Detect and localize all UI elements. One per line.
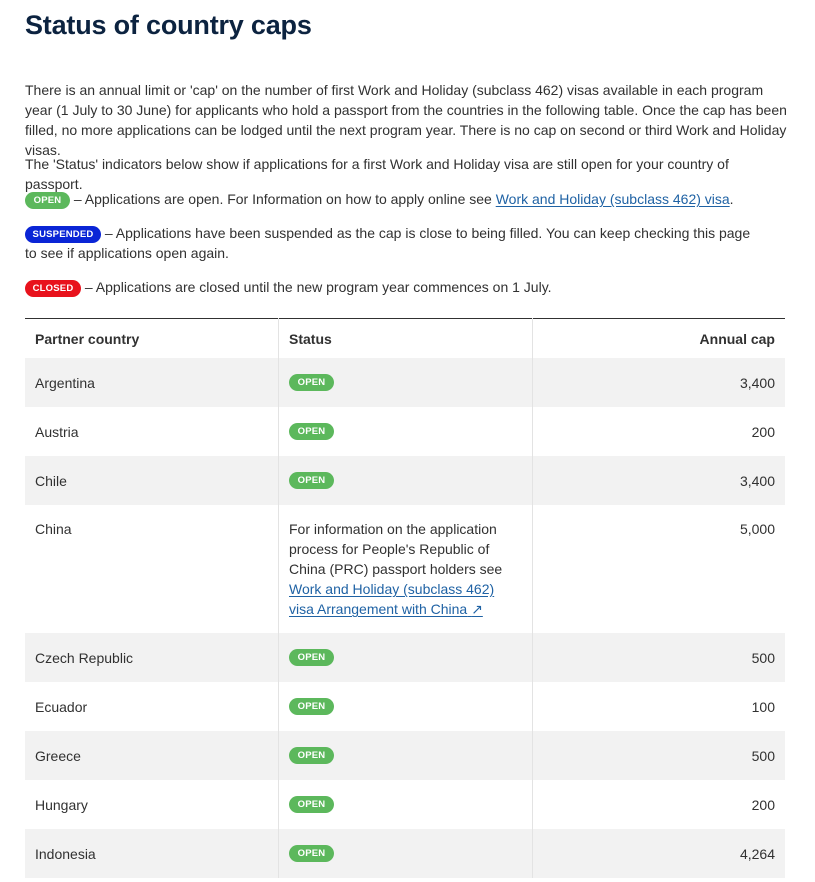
country-cell: Ecuador [35, 698, 88, 715]
country-cell: Argentina [25, 358, 279, 407]
status-cell [279, 358, 533, 407]
open-badge: OPEN [25, 192, 70, 209]
legend-closed-text: – Applications are closed until the new program year commences on 1 July. [81, 279, 552, 295]
legend-open-after: . [729, 191, 734, 207]
work-holiday-visa-link[interactable]: Work and Holiday (subclass 462) visa [495, 191, 730, 207]
country-cell: Greece [25, 731, 279, 780]
header-annual-cap: Annual cap [533, 319, 786, 359]
table-row [25, 358, 785, 407]
open-badge: OPEN [289, 796, 334, 813]
external-link-icon: ↗ [471, 601, 483, 617]
table-row [25, 682, 785, 731]
status-cell [279, 456, 533, 505]
open-badge: OPEN [289, 472, 334, 489]
country-cell: Hungary [35, 796, 88, 813]
open-badge: OPEN [289, 649, 334, 666]
status-cell [279, 633, 533, 682]
country-caps-table [25, 318, 785, 878]
header-status: Status [279, 319, 533, 359]
open-badge: OPEN [289, 374, 334, 391]
cap-cell: 5,000 [533, 505, 786, 633]
open-badge: OPEN [289, 698, 334, 715]
status-cell [279, 407, 533, 456]
legend-open [25, 189, 765, 209]
table-row [25, 407, 785, 456]
legend-closed [25, 277, 765, 297]
status-cell [279, 731, 533, 780]
intro-paragraph: There is an annual limit or 'cap' on the number of first Work and Holiday (subclass 462) visas available in each program year (1 July to 30 June) for applicants who hold a passport from the countries in the following table. Once the cap has been filled, no more applications can be lodged until the next program year. There is no cap on second or third Work and Holiday visas. [25, 82, 787, 158]
china-arrangement-link-text: Work and Holiday (subclass 462) visa Arrangement with China [289, 581, 495, 617]
table-header-row [25, 319, 785, 359]
legend-suspended-text: – Applications have been suspended as the cap is close to being filled. You can keep checking this page to see if applications open again. [25, 225, 751, 261]
cap-cell: 500 [533, 633, 786, 682]
closed-badge: CLOSED [25, 280, 81, 297]
country-cell: Chile [25, 456, 279, 505]
cap-cell: 3,400 [533, 456, 786, 505]
cap-cell: 200 [533, 407, 786, 456]
status-cell [279, 505, 533, 633]
china-status-text [289, 519, 522, 619]
cap-cell: 3,400 [533, 358, 786, 407]
table-row [25, 456, 785, 505]
china-arrangement-link[interactable] [289, 581, 494, 617]
table-row [25, 780, 785, 829]
status-cell [279, 780, 533, 829]
open-badge: OPEN [289, 423, 334, 440]
country-cell: China [35, 521, 72, 537]
status-cell [279, 829, 533, 878]
status-cell [279, 682, 533, 731]
table-row [25, 633, 785, 682]
table-row [25, 731, 785, 780]
status-explanation: The 'Status' indicators below show if applications for a first Work and Holiday visa are still open for your country of passport. [25, 156, 729, 192]
header-partner-country: Partner country [35, 330, 140, 347]
suspended-badge: SUSPENDED [25, 226, 101, 243]
cap-cell: 200 [533, 780, 786, 829]
table-row [25, 829, 785, 878]
country-cell: Czech Republic [25, 633, 279, 682]
page-title: Status of country caps [25, 10, 312, 40]
table-row [25, 505, 785, 633]
open-badge: OPEN [289, 845, 334, 862]
cap-cell: 500 [533, 731, 786, 780]
cap-cell: 4,264 [533, 829, 786, 878]
cap-cell: 100 [533, 682, 786, 731]
country-cell: Indonesia [25, 829, 279, 878]
open-badge: OPEN [289, 747, 334, 764]
legend-suspended [25, 223, 765, 263]
legend-open-text: – Applications are open. For Information on how to apply online see [70, 191, 496, 207]
country-cell: Austria [35, 423, 79, 440]
china-info-text: For information on the application process for People's Republic of China (PRC) passport holders see [289, 521, 503, 577]
